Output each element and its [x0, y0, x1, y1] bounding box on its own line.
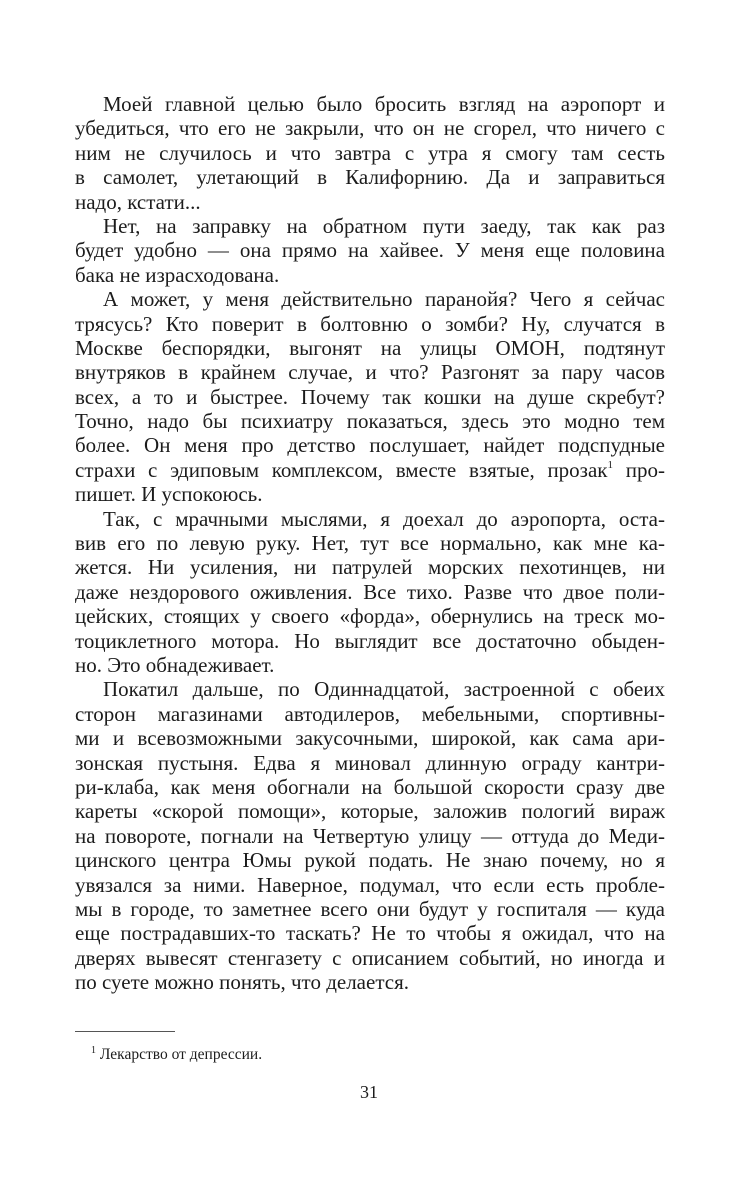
text-line: кареты «скорой помощи», которые, заложив пологий вираж [75, 799, 665, 824]
text-line: Покатил дальше, по Одиннадцатой, застроенной с обеих [103, 677, 665, 702]
text-line: вив его по левую руку. Нет, тут все нормально, как мне ка- [75, 531, 665, 556]
text-line: убедиться, что его не закрыли, что он не сгорел, что ничего с [75, 116, 665, 141]
text-line: Точно, надо бы психиатру показаться, здесь это модно тем [75, 409, 665, 434]
text-line-part: страхи с эдиповым комплексом, вместе взятые, прозак [75, 457, 608, 482]
text-line: по суете можно понять, что делается. [75, 970, 409, 995]
footnote-ref[interactable]: 1 [607, 458, 614, 471]
text-line: надо, кстати... [75, 189, 201, 214]
text-line: ри-клаба, как меня обогнали на большой скорости сразу две [75, 774, 665, 799]
footnote-text: Лекарство от депрессии. [96, 1046, 263, 1063]
text-line: А может, у меня действительно паранойя? Чего я сейчас [103, 287, 665, 312]
paragraph [75, 507, 665, 678]
paragraph [75, 214, 665, 287]
text-line: тоциклетного мотора. Но выглядит все достаточно обыден- [75, 628, 665, 653]
text-line: жется. Ни усиления, ни патрулей морских пехотинцев, ни [75, 555, 665, 580]
text-line: бака не израсходована. [75, 262, 280, 287]
text-line: зонская пустыня. Едва я миновал длинную ограду кантри- [75, 750, 665, 775]
text-line: ним не случилось и что завтра с утра я смогу там сесть [75, 140, 665, 165]
text-line: но. Это обнадеживает. [75, 652, 275, 677]
text-line: цинского центра Юмы рукой подать. Не знаю почему, но я [75, 848, 665, 873]
paragraph [75, 287, 665, 507]
text-line: пишет. И успокоюсь. [75, 482, 263, 507]
text-line: дверях вывесят стенгазету с описанием событий, но иногда и [75, 945, 665, 970]
text-line: Так, с мрачными мыслями, я доехал до аэропорта, оста- [103, 506, 665, 531]
book-page-text [75, 92, 665, 994]
text-line-part: про- [613, 457, 665, 482]
footnote [91, 1045, 262, 1065]
text-line: всех, а то и быстрее. Почему так кошки на душе скребут? [75, 384, 665, 409]
text-line: Москве беспорядки, выгонят на улицы ОМОН, подтянут [75, 335, 665, 360]
text-line: трясусь? Кто поверит в болтовню о зомби? Ну, случатся в [75, 311, 665, 336]
footnote-marker: 1 [91, 1045, 96, 1056]
text-line: ми и всевозможными закусочными, широкой, как сама ари- [75, 726, 665, 751]
text-line: увязался за ними. Наверное, подумал, что если есть пробле- [75, 872, 665, 897]
text-line: Моей главной целью было бросить взгляд на аэропорт и [103, 92, 665, 116]
text-line: на повороте, погнали на Четвертую улицу — оттуда до Меди- [75, 823, 665, 848]
text-line: в самолет, улетающий в Калифорнию. Да и заправиться [75, 165, 665, 190]
page-number: 31 [360, 1082, 378, 1102]
text-line: внутряков в крайнем случае, и что? Разгонят за пару часов [75, 360, 665, 385]
text-line: будет удобно — она прямо на хайвее. У меня еще половина [75, 238, 665, 263]
text-line: цейских, стоящих у своего «форда», обернулись на треск мо- [75, 604, 665, 629]
text-line: более. Он меня про детство послушает, найдет подспудные [75, 433, 665, 458]
text-line [75, 458, 665, 482]
paragraph [75, 92, 665, 214]
text-line: сторон магазинами автодилеров, мебельными, спортивны- [75, 701, 665, 726]
text-line: Нет, на заправку на обратном пути заеду, так как раз [103, 213, 665, 238]
text-line: еще пострадавших-то таскать? Не то чтобы я ожидал, что на [75, 921, 665, 946]
paragraph [75, 677, 665, 994]
text-line: даже нездорового оживления. Все тихо. Разве что двое поли- [75, 579, 665, 604]
text-line: мы в городе, то заметнее всего они будут у госпиталя — куда [75, 896, 665, 921]
footnote-divider [75, 1031, 175, 1032]
